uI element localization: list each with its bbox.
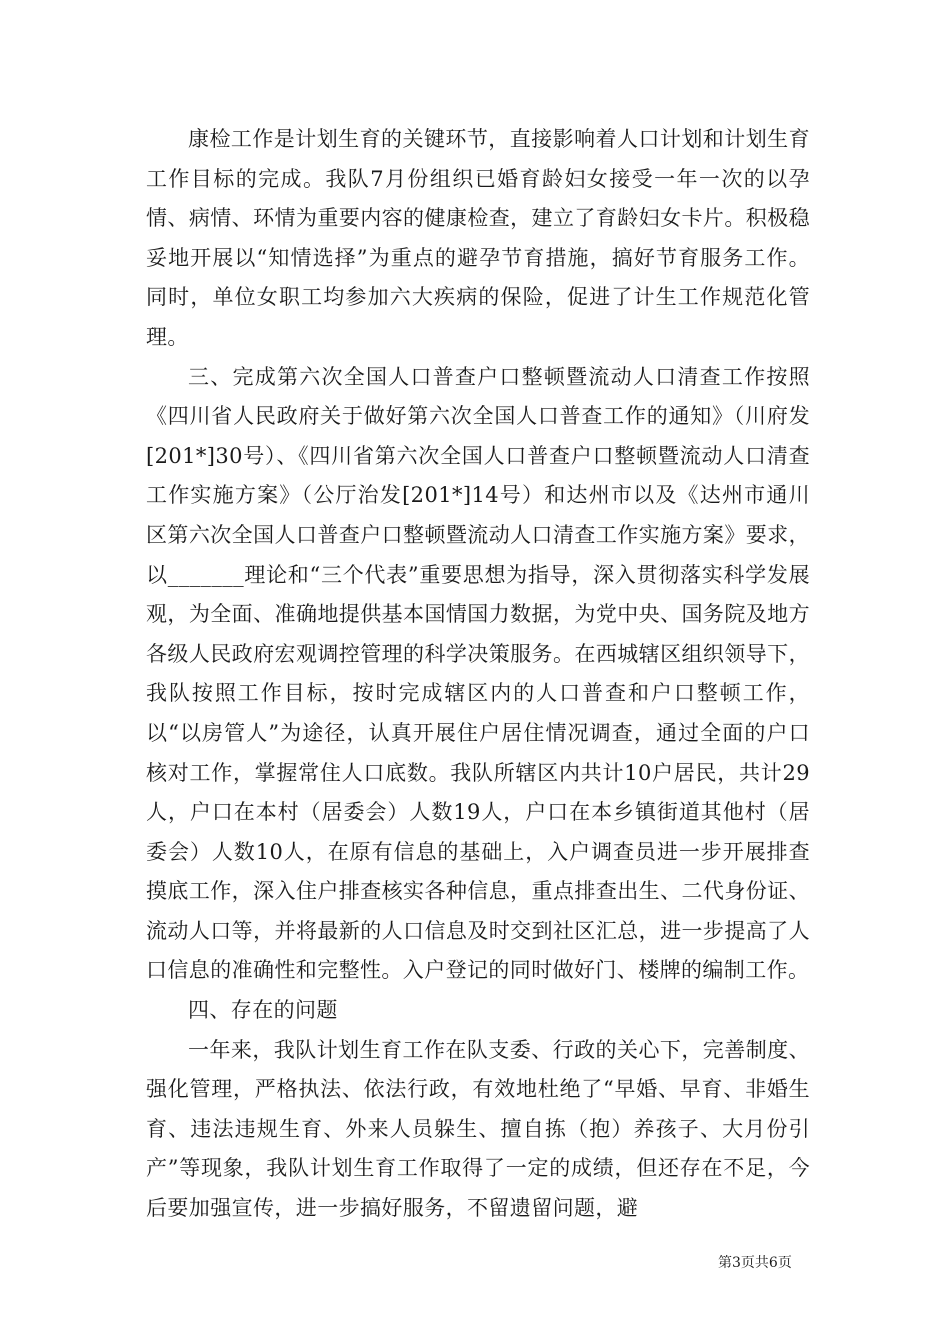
paragraph-census: 三、完成第六次全国人口普查户口整顿暨流动人口清查工作按照《四川省人民政府关于做好第六次全国人口普查工作的通知》（川府发[201*]30号）、《四川省第六次全国人口普查户口整顿暨流动人口清查工作实施方案》（公厅治发[201*]14号）和达州市以及《达州市通川区第六次全国人口普查户口整顿暨流动人口清查工作实施方案》要求，以_______理论和“三个代表”重要思想为指导，深入贯彻落实科学发展观，为全面、准确地提供基本国情国力数据，为党中央、国务院及地方各级人民政府宏观调控管理的科学决策服务。在西城辖区组织领导下，我队按照工作目标，按时完成辖区内的人口普查和户口整顿工作，以“以房管人”为途径，认真开展住户居住情况调查，通过全面的户口核对工作，掌握常住人口底数。我队所辖区内共计10户居民，共计29人，户口在本村（居委会）人数19人，户口在本乡镇街道其他村（居委会）人数10人，在原有信息的基础上，入户调查员进一步开展排查摸底工作，深入住户排查核实各种信息，重点排查出生、二代身份证、流动人口等，并将最新的人口信息及时交到社区汇总，进一步提高了人口信息的准确性和完整性。入户登记的同时做好门、楼牌的编制工作。 [146,364,810,983]
page-number-footer: 第3页共6页 [718,1255,792,1271]
paragraph-health-check: 康检工作是计划生育的关键环节，直接影响着人口计划和计划生育工作目标的完成。我队7月份组织已婚育龄妇女接受一年一次的以孕情、病情、环情为重要内容的健康检查，建立了育龄妇女卡片。积极稳妥地开展以“知情选择”为重点的避孕节育措施，搞好节育服务工作。同时，单位女职工均参加六大疾病的保险，促进了计生工作规范化管理。 [146,127,810,349]
document-body [146,120,810,1229]
section-heading-problems: 四、存在的问题 [188,998,338,1023]
paragraph-summary: 一年来，我队计划生育工作在队支委、行政的关心下，完善制度、强化管理，严格执法、依法行政，有效地杜绝了“早婚、早育、非婚生育、违法违规生育、外来人员躲生、擅自拣（抱）养孩子、大月份引产”等现象，我队计划生育工作取得了一定的成绩，但还存在不足，今后要加强宣传，进一步搞好服务，不留遗留问题，避 [146,1037,810,1221]
